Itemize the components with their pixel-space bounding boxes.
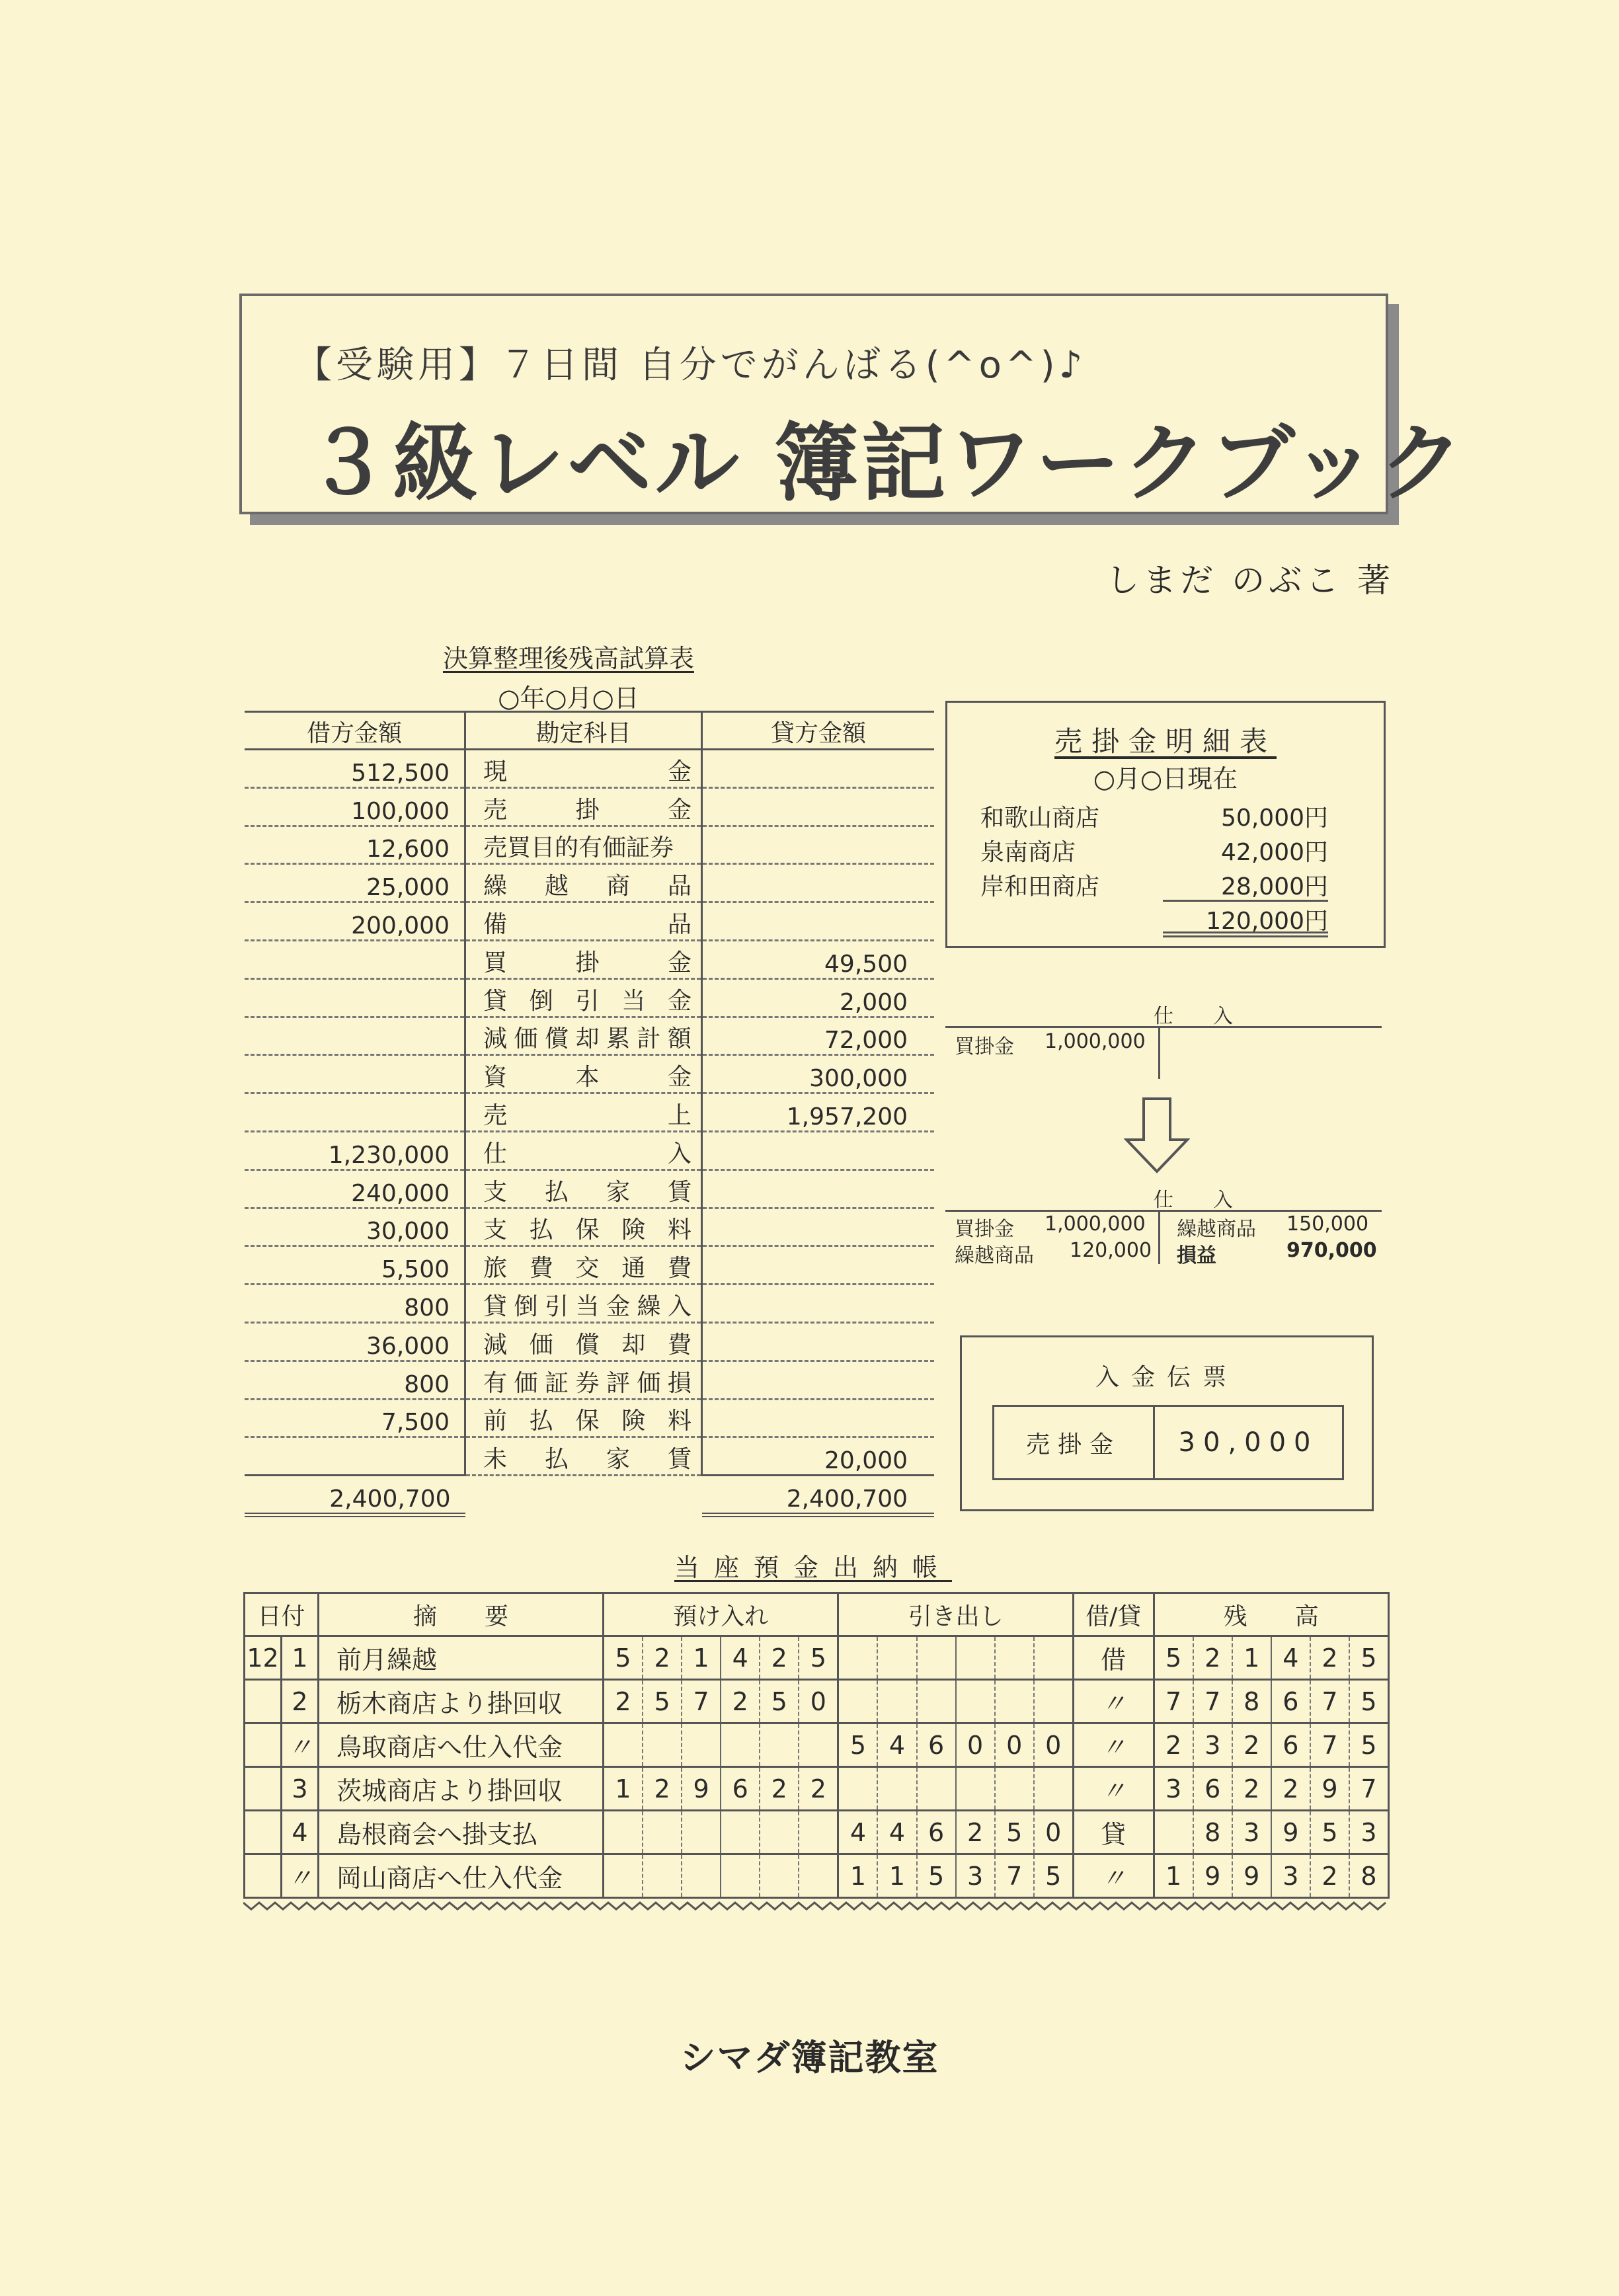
dr-cr-indicator: 〃 [1073, 1854, 1154, 1898]
col-date: 日付 [245, 1593, 319, 1636]
trial-balance-row [245, 1208, 934, 1246]
author: しまだ のぶこ 著 [1106, 561, 1394, 600]
t-after-left-amount: 120,000 [1070, 1239, 1152, 1262]
trial-balance-row [245, 940, 934, 978]
credit-amount: 1,957,200 [702, 1093, 935, 1132]
trial-balance-row [245, 1246, 934, 1285]
credit-amount [702, 826, 935, 864]
t-before-left-amount: 1,000,000 [1045, 1030, 1146, 1053]
debit-amount: 240,000 [245, 1169, 465, 1208]
day: 〃 [281, 1723, 318, 1767]
debit-amount: 25,000 [245, 864, 465, 902]
credit-amount [702, 1361, 935, 1399]
dr-cr-indicator: 〃 [1073, 1680, 1154, 1723]
account-name: 売 上 [465, 1093, 702, 1132]
dr-cr-indicator: 貸 [1073, 1811, 1154, 1854]
day: 2 [281, 1680, 318, 1723]
dr-cr-indicator: 〃 [1073, 1723, 1154, 1767]
credit-amount [702, 1285, 935, 1323]
debit-amount: 12,600 [245, 826, 465, 864]
credit-amount [702, 1208, 935, 1246]
day: 3 [281, 1767, 318, 1811]
trial-balance-row [245, 787, 934, 826]
account-name: 仕 入 [465, 1131, 702, 1169]
cash-book-row [245, 1636, 1389, 1680]
account-name: 買 掛 金 [465, 940, 702, 978]
trial-balance-row [245, 978, 934, 1017]
account-name: 売買目的有価証券 [465, 826, 702, 864]
balance-amount: 2 3 2 6 7 5 [1154, 1723, 1388, 1767]
trial-balance-row [245, 1093, 934, 1132]
description: 鳥取商店へ仕入代金 [318, 1723, 603, 1767]
trial-balance-row [245, 1169, 934, 1208]
receivables-date: ○月○日現在 [1093, 764, 1238, 793]
account-name: 前 払 保 険 料 [465, 1399, 702, 1437]
credit-amount [702, 1399, 935, 1437]
sum-line [1163, 900, 1328, 902]
account-name: 貸 倒 引 当 金 繰 入 [465, 1285, 702, 1323]
day: 4 [281, 1811, 318, 1854]
debit-amount [245, 978, 465, 1017]
col-deposit: 預け入れ [603, 1593, 838, 1636]
credit-amount: 72,000 [702, 1017, 935, 1055]
t-after-left-label: 買掛金 [955, 1218, 1014, 1241]
debit-amount: 800 [245, 1285, 465, 1323]
account-name: 減 価 償 却 費 [465, 1322, 702, 1361]
deposit-amount: 2 5 7 2 5 0 [603, 1680, 838, 1723]
day: 1 [281, 1636, 318, 1680]
cash-receipt-slip [960, 1335, 1374, 1511]
col-debit: 借方金額 [245, 712, 465, 750]
trial-balance-row [245, 826, 934, 864]
credit-amount: 2,000 [702, 978, 935, 1017]
cash-book-row [245, 1811, 1389, 1854]
credit-amount [702, 1322, 935, 1361]
description: 前月繰越 [318, 1636, 603, 1680]
credit-amount: 20,000 [702, 1437, 935, 1476]
t-account-after-hline [945, 1210, 1382, 1212]
t-after-right-label: 損益 [1177, 1244, 1216, 1267]
debit-amount [245, 1437, 465, 1476]
t-after-left-amount: 1,000,000 [1045, 1212, 1146, 1236]
cash-book-table [243, 1592, 1390, 1899]
cash-book-title: 当座預金出納帳 [674, 1553, 953, 1582]
month [245, 1811, 282, 1854]
col-account: 勘定科目 [465, 712, 702, 750]
credit-amount [702, 902, 935, 941]
withdrawal-amount: 4 4 6 2 5 0 [838, 1811, 1073, 1854]
month [245, 1854, 282, 1898]
debit-amount: 1,230,000 [245, 1131, 465, 1169]
month [245, 1723, 282, 1767]
title-box [239, 294, 1466, 514]
debit-amount: 30,000 [245, 1208, 465, 1246]
dr-cr-indicator: 〃 [1073, 1767, 1154, 1811]
trial-balance-row [245, 1285, 934, 1323]
slip-entry [992, 1405, 1344, 1480]
deposit-amount: 5 2 1 4 2 5 [603, 1636, 838, 1680]
credit-amount [702, 1169, 935, 1208]
withdrawal-amount: 1 1 5 3 7 5 [838, 1854, 1073, 1898]
balance-amount: 5 2 1 4 2 5 [1154, 1636, 1388, 1680]
debit-amount [245, 1093, 465, 1132]
t-account-before-title: 仕 入 [1154, 1005, 1233, 1028]
month [245, 1680, 282, 1723]
slip-amount: 30,000 [1178, 1427, 1319, 1458]
t-after-right-amount: 150,000 [1286, 1212, 1369, 1236]
account-name: 支 払 保 険 料 [465, 1208, 702, 1246]
trial-balance-row [245, 902, 934, 941]
account-name: 減 価 償 却 累 計 額 [465, 1017, 702, 1055]
col-description: 摘 要 [318, 1593, 603, 1636]
down-arrow-icon [1124, 1097, 1190, 1174]
col-dr-cr: 借/貸 [1073, 1593, 1154, 1636]
debit-amount [245, 1017, 465, 1055]
slip-title: 入金伝票 [1095, 1364, 1238, 1391]
balance-amount: 1 9 9 3 2 8 [1154, 1854, 1388, 1898]
account-name: 備 品 [465, 902, 702, 941]
deposit-amount: 1 2 9 6 2 2 [603, 1767, 838, 1811]
t-account-before-vline [1158, 1026, 1160, 1079]
dr-cr-indicator: 借 [1073, 1636, 1154, 1680]
total-double-line [1163, 931, 1328, 933]
description: 茨城商店より掛回収 [318, 1767, 603, 1811]
torn-edge [243, 1899, 1390, 1919]
account-name: 繰 越 商 品 [465, 864, 702, 902]
credit-amount [702, 864, 935, 902]
trial-balance-row [245, 864, 934, 902]
account-name: 売 掛 金 [465, 787, 702, 826]
account-name: 未 払 家 賃 [465, 1437, 702, 1476]
t-after-left-label: 繰越商品 [955, 1244, 1034, 1267]
account-name: 現 金 [465, 750, 702, 788]
t-account-after-title: 仕 入 [1154, 1189, 1233, 1212]
receivables-detail: 売掛金明細表 ○月○日現在 和歌山商店 50,000円 泉南商店 42,000円 岸和田商店 28,000円 120,000円 [945, 701, 1386, 948]
balance-amount: 3 6 2 2 9 7 [1154, 1767, 1388, 1811]
debit-amount: 7,500 [245, 1399, 465, 1437]
credit-amount [702, 787, 935, 826]
month: 12 [245, 1636, 282, 1680]
cash-book [243, 1592, 1390, 1919]
cash-book-row [245, 1723, 1389, 1767]
total-double-line [1163, 935, 1328, 937]
receivables-title: 売掛金明細表 [1054, 725, 1277, 758]
month [245, 1767, 282, 1811]
debit-amount: 800 [245, 1361, 465, 1399]
t-after-right-label: 繰越商品 [1177, 1218, 1256, 1241]
account-name: 有 価 証 券 評 価 損 [465, 1361, 702, 1399]
cash-book-row [245, 1767, 1389, 1811]
debit-amount [245, 940, 465, 978]
trial-balance-row [245, 1399, 934, 1437]
cash-book-row [245, 1680, 1389, 1723]
debit-amount: 36,000 [245, 1322, 465, 1361]
t-account-after-vline [1158, 1210, 1160, 1264]
description: 島根商会へ掛支払 [318, 1811, 603, 1854]
slip-account: 売掛金 [994, 1407, 1155, 1478]
t-after-right-amount: 970,000 [1286, 1239, 1377, 1262]
trial-balance-total-row [245, 1476, 934, 1515]
trial-balance-row [245, 1437, 934, 1476]
trial-balance-title: 決算整理後残高試算表 [442, 644, 694, 673]
subtitle: 【受験用】７日間 自分でがんばる(^o^)♪ [295, 344, 1087, 387]
withdrawal-amount [838, 1680, 1073, 1723]
account-name: 資 本 金 [465, 1055, 702, 1093]
col-balance: 残 高 [1154, 1593, 1388, 1636]
credit-amount: 49,500 [702, 940, 935, 978]
withdrawal-amount: 5 4 6 0 0 0 [838, 1723, 1073, 1767]
trial-balance-row [245, 750, 934, 788]
trial-balance-row [245, 1322, 934, 1361]
publisher-footer: シマダ簿記教室 [680, 2037, 939, 2078]
credit-amount: 300,000 [702, 1055, 935, 1093]
trial-balance-row [245, 1055, 934, 1093]
col-withdrawal: 引き出し [838, 1593, 1073, 1636]
withdrawal-amount [838, 1767, 1073, 1811]
balance-amount: 7 7 8 6 7 5 [1154, 1680, 1388, 1723]
credit-amount [702, 750, 935, 788]
total-credit: 2,400,700 [702, 1476, 935, 1515]
trial-balance-row [245, 1131, 934, 1169]
withdrawal-amount [838, 1636, 1073, 1680]
debit-amount: 100,000 [245, 787, 465, 826]
debit-amount [245, 1055, 465, 1093]
debit-amount: 200,000 [245, 902, 465, 941]
description: 岡山商店へ仕入代金 [318, 1854, 603, 1898]
account-name: 貸 倒 引 当 金 [465, 978, 702, 1017]
trial-balance-row [245, 1017, 934, 1055]
trial-balance-table [245, 711, 934, 1517]
t-account-before-hline [945, 1026, 1382, 1028]
account-name: 旅 費 交 通 費 [465, 1246, 702, 1285]
description: 栃木商店より掛回収 [318, 1680, 603, 1723]
credit-amount [702, 1246, 935, 1285]
col-credit: 貸方金額 [702, 712, 935, 750]
total-debit: 2,400,700 [245, 1476, 465, 1515]
book-title: ３級レベル 簿記ワークブック [305, 415, 1466, 513]
debit-amount: 512,500 [245, 750, 465, 788]
t-before-left-label: 買掛金 [955, 1035, 1014, 1058]
balance-amount: 8 3 9 5 3 [1154, 1811, 1388, 1854]
trial-balance-row [245, 1361, 934, 1399]
deposit-amount [603, 1723, 838, 1767]
deposit-amount [603, 1811, 838, 1854]
trial-balance-date: ○年○月○日 [498, 684, 639, 713]
deposit-amount [603, 1854, 838, 1898]
account-name: 支 払 家 賃 [465, 1169, 702, 1208]
trial-balance [245, 711, 934, 1517]
cash-book-row [245, 1854, 1389, 1898]
credit-amount [702, 1131, 935, 1169]
day: 〃 [281, 1854, 318, 1898]
debit-amount: 5,500 [245, 1246, 465, 1285]
